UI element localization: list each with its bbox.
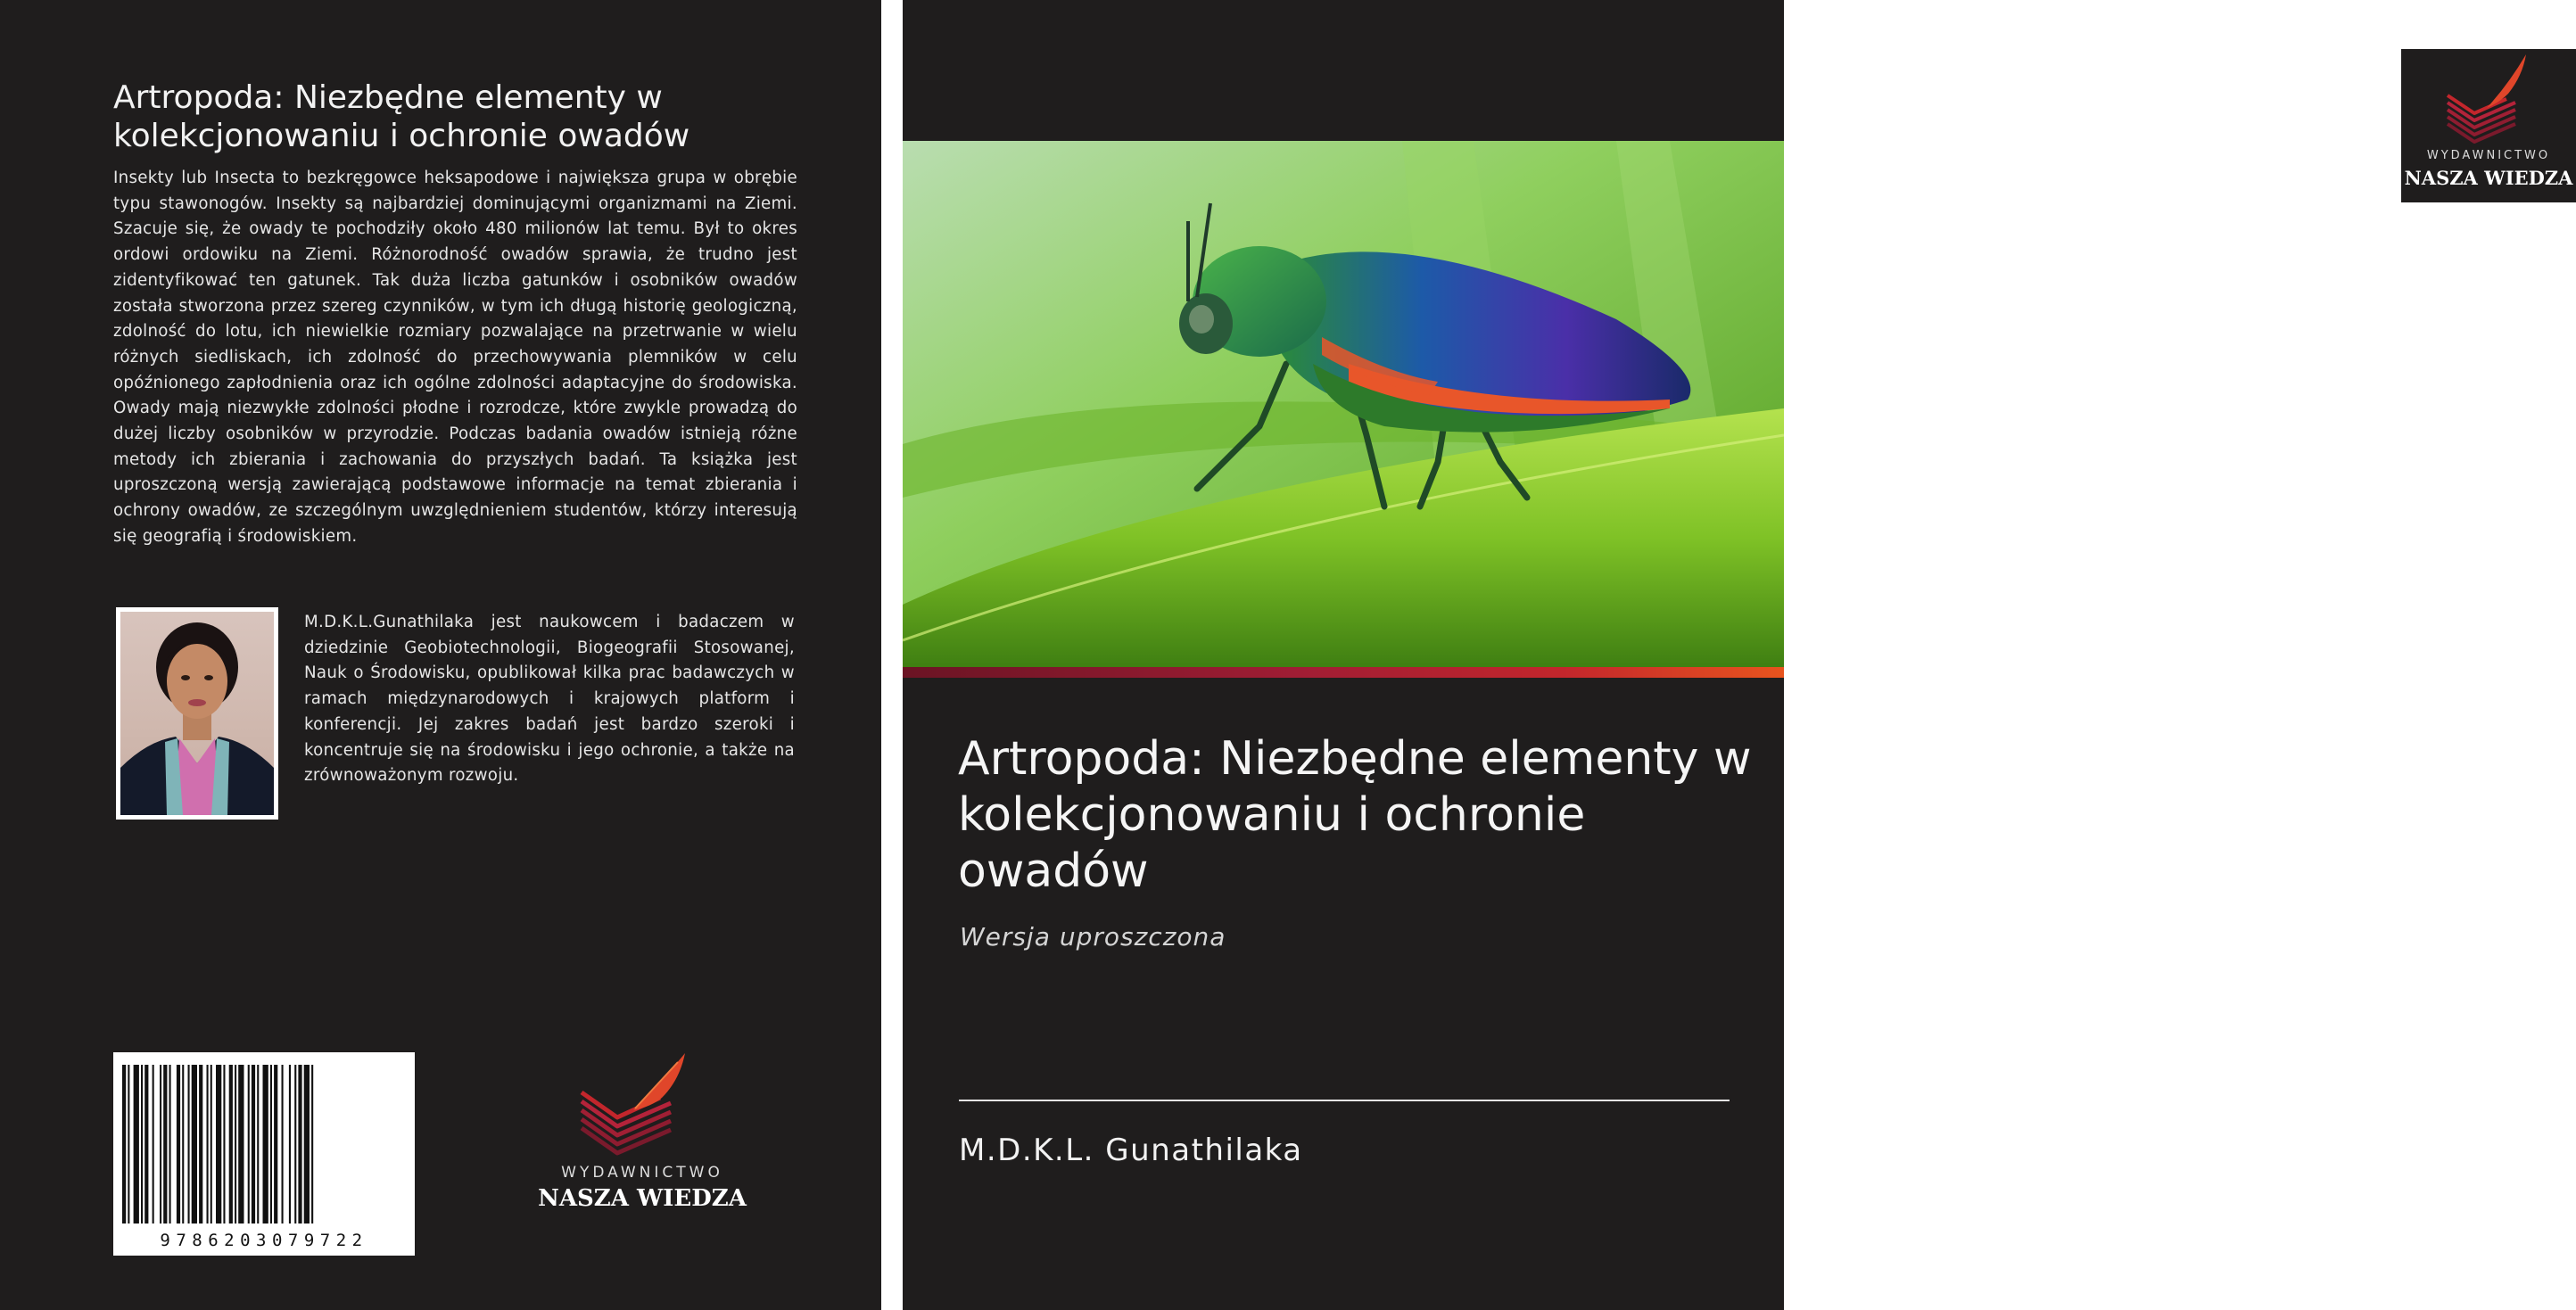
barcode-bar: [160, 1065, 161, 1223]
barcode-bar: [257, 1065, 259, 1223]
barcode-bar: [211, 1065, 212, 1223]
barcode-bar: [177, 1065, 180, 1223]
barcode-bar: [134, 1065, 139, 1223]
publisher-name-line1: WYDAWNICTWO: [2426, 149, 2551, 162]
front-cover-title: Artropoda: Niezbędne elementy w kolekcjonowaniu i ochronie owadów: [958, 732, 1752, 898]
barcode-bar: [294, 1065, 296, 1223]
book-stack-quill-icon: [2401, 49, 2576, 149]
barcode-bar: [141, 1065, 143, 1223]
barcode-bar: [263, 1065, 268, 1223]
barcode-bar: [282, 1065, 284, 1223]
barcode-bar: [289, 1065, 291, 1223]
barcode-bar: [199, 1065, 202, 1223]
publisher-logo-front: [2401, 49, 2576, 202]
barcode-bar: [304, 1065, 310, 1223]
barcode-bar: [122, 1065, 126, 1223]
barcode-bar: [223, 1065, 225, 1223]
barcode-bar: [311, 1065, 313, 1223]
barcode-bar: [163, 1065, 167, 1223]
barcode-bar: [182, 1065, 184, 1223]
barcode-bar: [188, 1065, 190, 1223]
barcode-bar: [153, 1065, 154, 1223]
barcode-bar: [274, 1065, 277, 1223]
barcode-bar: [298, 1065, 301, 1223]
isbn-barcode: [113, 1052, 415, 1256]
publisher-name-line1: WYDAWNICTWO: [561, 1164, 723, 1182]
author-name: M.D.K.L. Gunathilaka: [959, 1133, 1303, 1168]
publisher-name-line2: NASZA WIEDZA: [2404, 167, 2573, 189]
front-cover: [903, 0, 2573, 1310]
barcode-bar: [169, 1065, 171, 1223]
barcode-bar: [192, 1065, 197, 1223]
barcode-bar: [270, 1065, 272, 1223]
divider-line: [959, 1100, 1730, 1101]
barcode-bar: [128, 1065, 129, 1223]
cover-image-beetle: [903, 141, 1784, 667]
barcode-bar: [235, 1065, 236, 1223]
back-cover-title: Artropoda: Niezbędne elementy w kolekcjonowaniu i ochronie owadów: [113, 79, 690, 154]
publisher-logo: [526, 1048, 758, 1217]
publisher-name-line2: NASZA WIEDZA: [538, 1185, 747, 1212]
spine-gutter: [881, 0, 903, 1310]
isbn-digits: 9786203079722: [160, 1231, 368, 1250]
back-cover-blurb: Insekty lub Insecta to bezkręgowce heksapodowe i największa grupa w obrębie typu stawonogów. Insekty są najbardziej dominującymi organizmami na Ziemi. Szacuje się, że owady te pochodziły około 480 milionów lat temu. Był to okres ordowi ordowiku na Ziemi. Różnorodność owadów sprawia, że trudno jest zidentyfikować ten gatunek. Tak duża liczba gatunków i osobników owadów została stworzona przez szereg czynników, w tym ich długą historię geologiczną, zdolność do lotu, ich niewielkie rozmiary pozwalające na przetrwanie w wielu różnych siedliskach, ich zdolność do przechowywania plemników w celu opóźnionego zapłodnienia oraz ich ogólne zdolności adaptacyjne do środowiska. Owady mają niezwykłe zdolności płodne i rozrodcze, które zwykle prowadzą do dużej liczby osobników w przyrodzie. Podczas badania owadów istnieją różne metody ich zbierania i zachowania do przyszłych badań. Ta książka jest uproszczoną wersją zawierającą podstawowe informacje na temat zbierania i ochrony owadów, ze szczególnym uwzględnieniem studentów, którzy interesują się geografią i środowiskiem.: [113, 169, 797, 546]
front-cover-subtitle: Wersja uproszczona: [960, 922, 1226, 952]
author-bio: M.D.K.L.Gunathilaka jest naukowcem i badaczem w dziedzinie Geobiotechnologii, Biogeografii Stosowanej, Nauk o Środowisku, opublikował kilka prac badawczych w ramach międzynarodowych i krajowych platform i konferencji. Jej zakres badań jest bardzo szeroki i koncentruje się na środowisku i jego ochronie, a także na zrównoważonym rozwoju.: [304, 613, 795, 786]
accent-stripe: [903, 667, 1784, 678]
back-cover: [0, 0, 881, 1310]
barcode-bar: [238, 1065, 244, 1223]
barcode-bar: [229, 1065, 233, 1223]
barcode-bar: [144, 1065, 148, 1223]
barcode-bar: [207, 1065, 209, 1223]
barcode-bar: [252, 1065, 255, 1223]
barcode-bar: [216, 1065, 221, 1223]
book-stack-quill-icon: [526, 1048, 758, 1164]
author-photo: [116, 607, 278, 820]
barcode-bar: [248, 1065, 250, 1223]
